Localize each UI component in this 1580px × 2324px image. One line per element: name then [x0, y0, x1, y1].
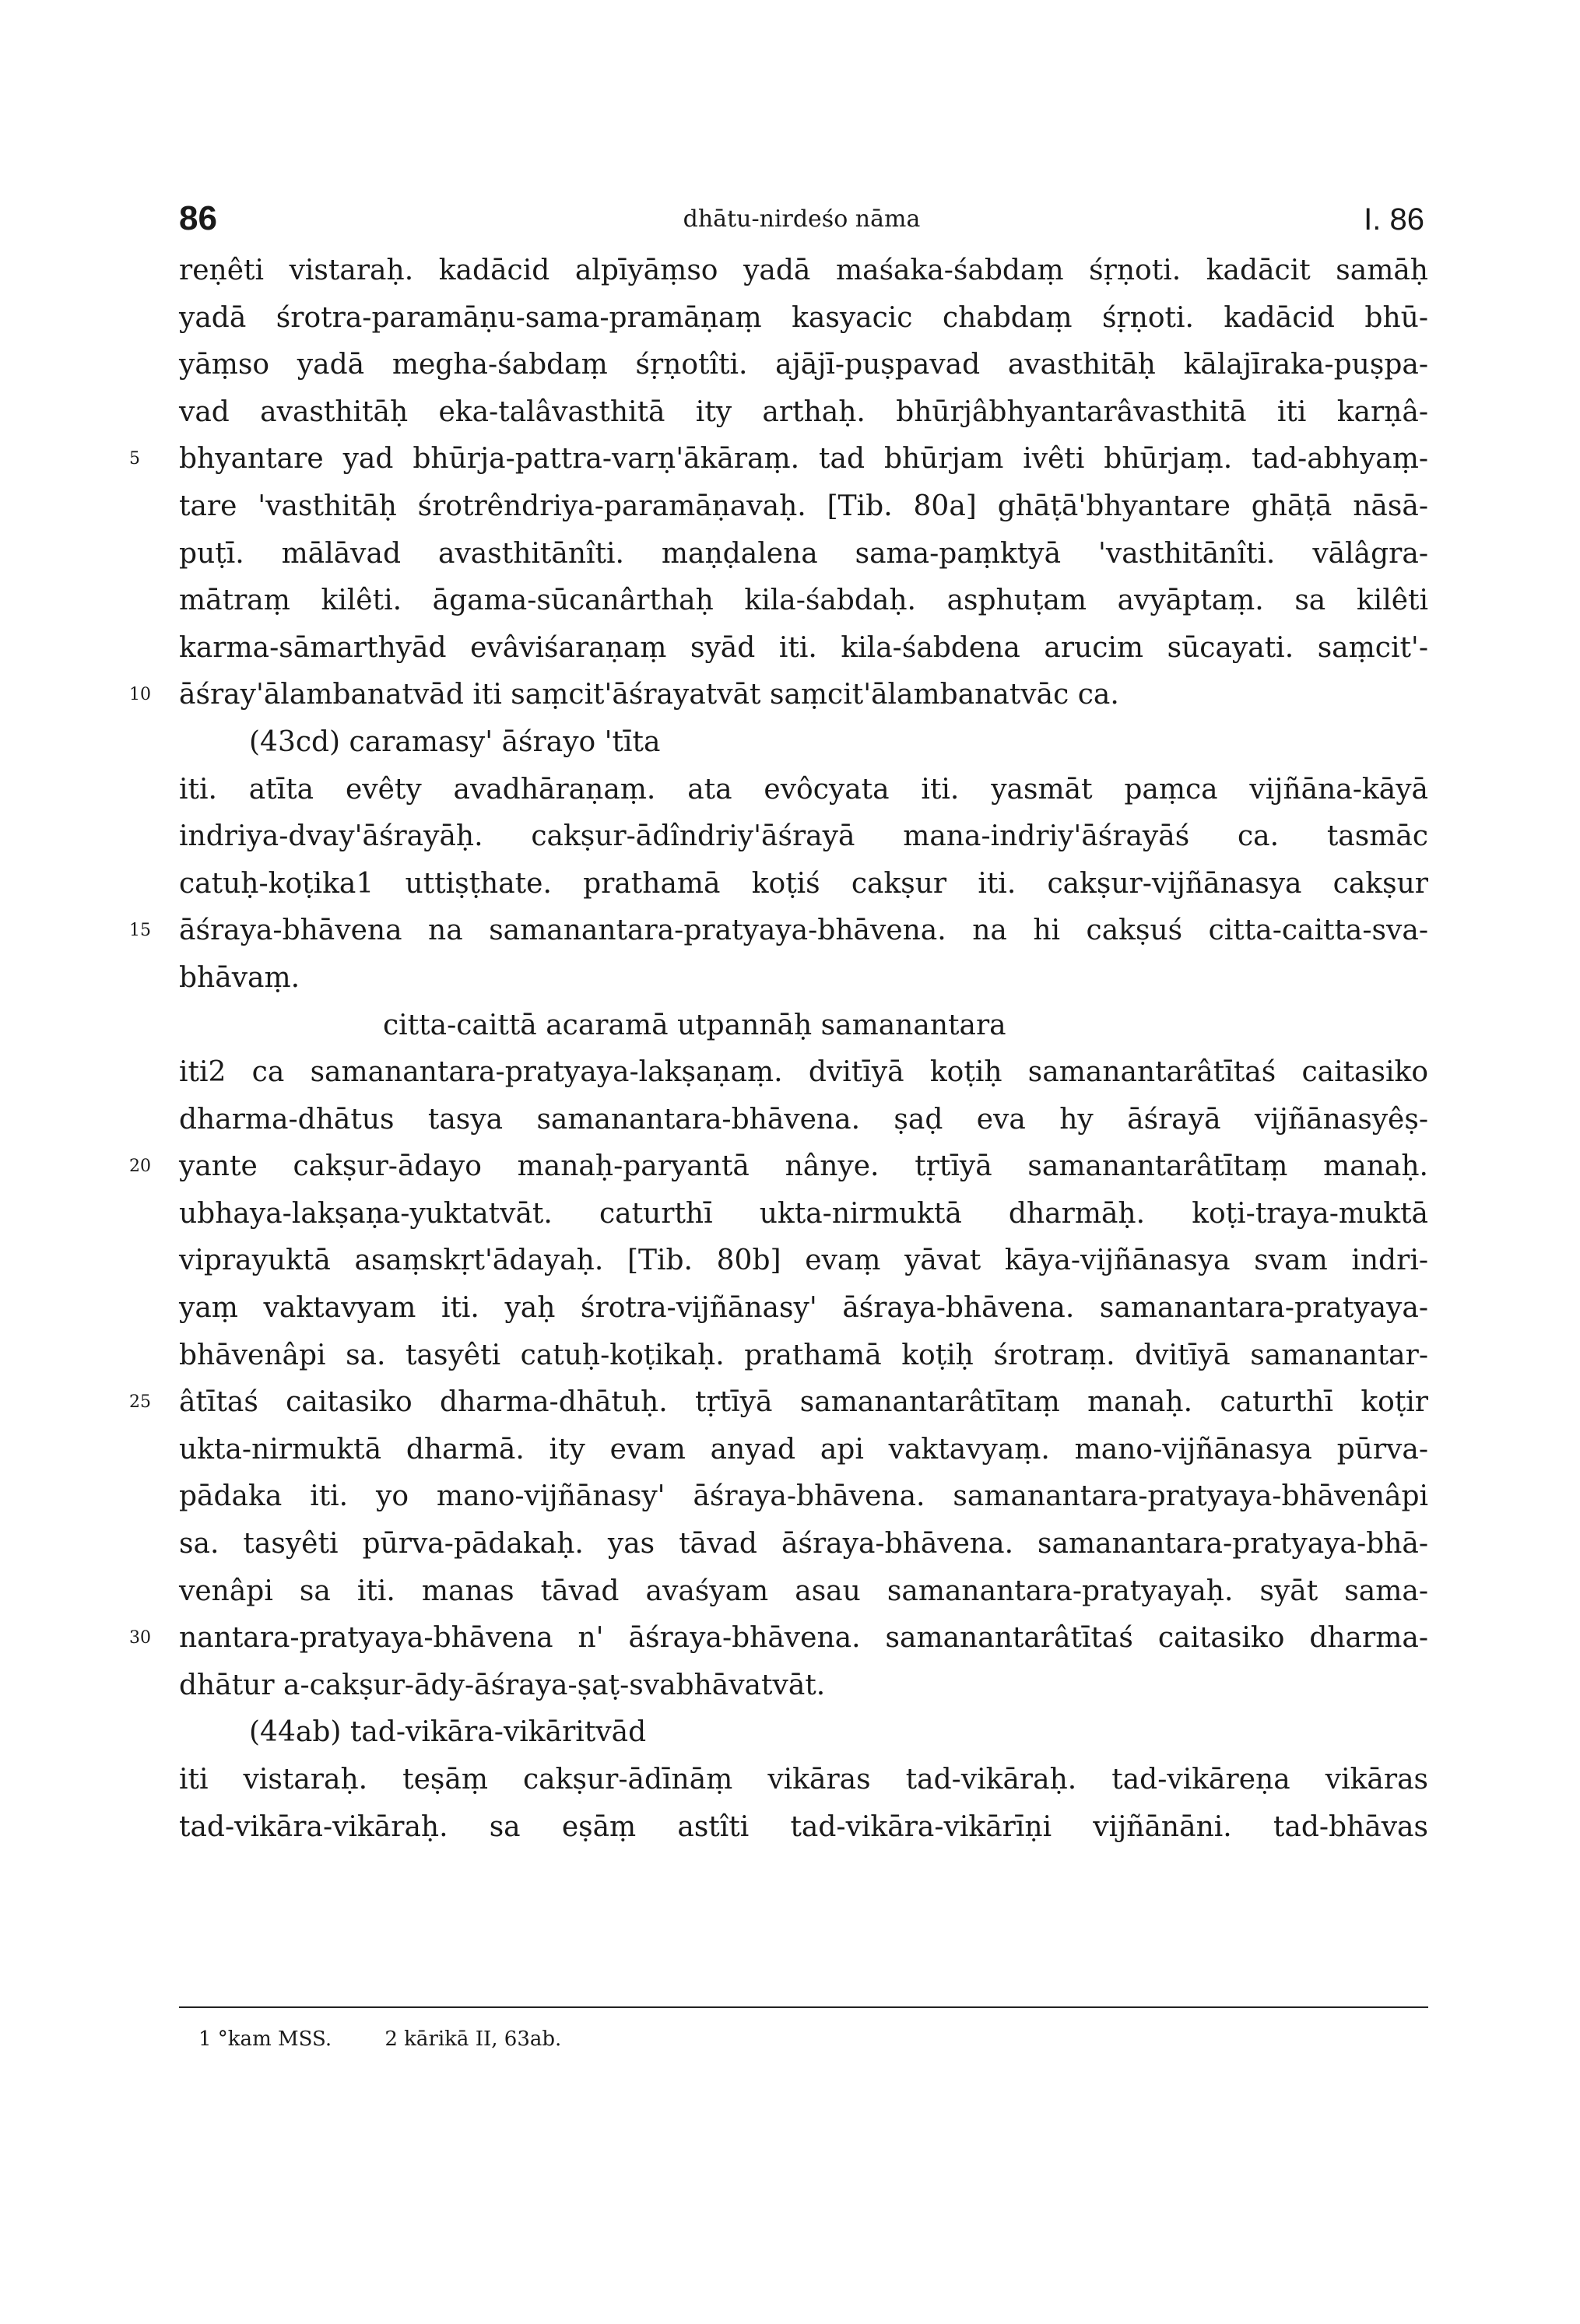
line-text: sa. tasyêti pūrva-pādakaḥ. yas tāvad āśraya-bhāvena. samanantara-pratyaya-bhā- — [179, 1528, 1428, 1560]
line-text: bhāvaṃ. — [179, 961, 300, 994]
section-reference: I. 86 — [1364, 202, 1424, 237]
text-line — [179, 1804, 1428, 1852]
text-line — [179, 531, 1428, 578]
line-text: ubhaya-lakṣaṇa-yuktatvāt. caturthī ukta-nirmuktā dharmāḥ. koṭi-traya-muktā — [179, 1197, 1428, 1230]
line-text: yadā śrotra-paramāṇu-sama-pramāṇaṃ kasyacic chabdaṃ śṛṇoti. kadācid bhū- — [179, 301, 1428, 334]
line-text: yaṃ vaktavyam iti. yaḥ śrotra-vijñānasy' āśraya-bhāvena. samanantara-pratyaya- — [179, 1292, 1428, 1325]
line-text: mātraṃ kilêti. āgama-sūcanârthaḥ kila-śabdaḥ. asphuṭam avyāptaṃ. sa kilêti — [179, 585, 1428, 617]
line-text: puṭī. mālāvad avasthitānîti. maṇḍalena sama-paṃktyā 'vasthitānîti. vālâgra- — [179, 537, 1428, 570]
line-number: 5 — [129, 449, 140, 469]
line-text: yāṃso yadā megha-śabdaṃ śṛṇotîti. ajājī-puṣpavad avasthitāḥ kālajīraka-puṣpa- — [179, 349, 1428, 381]
line-text: pādaka iti. yo mano-vijñānasy' āśraya-bhāvena. samanantara-pratyaya-bhāvenâpi — [179, 1480, 1428, 1513]
text-line — [179, 295, 1428, 342]
line-text: dhātur a-cakṣur-ādy-āśraya-ṣaṭ-svabhāvatvāt. — [179, 1669, 826, 1701]
text-line — [179, 719, 1428, 767]
line-text: (44ab) tad-vikāra-vikāritvād — [249, 1716, 647, 1749]
text-line — [179, 483, 1428, 531]
line-text: yante cakṣur-ādayo manaḥ-paryantā nânye. tṛtīyā samanantarâtītaṃ manaḥ. — [179, 1150, 1428, 1183]
line-number: 20 — [129, 1157, 151, 1177]
line-text: (43cd) caramasy' āśrayo 'tīta — [249, 725, 661, 758]
line-text: tad-vikāra-vikāraḥ. sa eṣāṃ astîti tad-vikāra-vikārīṇi vijñānāni. tad-bhāvas — [179, 1810, 1428, 1843]
text-line — [179, 767, 1428, 814]
footnotes — [198, 2024, 608, 2055]
line-text: āśray'ālambanatvād iti saṃcit'āśrayatvāt saṃcit'ālambanatvāc ca. — [179, 679, 1119, 711]
line-text: âtītaś caitasiko dharma-dhātuḥ. tṛtīyā samanantarâtītaṃ manaḥ. caturthī koṭir — [179, 1386, 1428, 1419]
line-text: iti2 ca samanantara-pratyaya-lakṣaṇaṃ. dvitīyā koṭiḥ samanantarâtītaś caitasiko — [179, 1056, 1428, 1089]
line-text: karma-sāmarthyād evâviśaraṇaṃ syād iti. kila-śabdena arucim sūcayati. saṃcit'- — [179, 631, 1428, 664]
footnote-1: 1 °kam MSS. — [198, 2027, 332, 2051]
text-line — [179, 1473, 1428, 1521]
line-number: 10 — [129, 685, 151, 705]
line-number: 15 — [129, 921, 151, 941]
line-text: ukta-nirmuktā dharmā. ity evam anyad api vaktavyaṃ. mano-vijñānasya pūrva- — [179, 1433, 1428, 1466]
text-line — [179, 389, 1428, 437]
line-text: reṇêti vistaraḥ. kadācid alpīyāṃso yadā maśaka-śabdaṃ śṛṇoti. kadācit samāḥ — [179, 255, 1428, 286]
text-line — [179, 1285, 1428, 1332]
line-text: catuḥ-koṭika1 uttiṣṭhate. prathamā koṭiś cakṣur iti. cakṣur-vijñānasya cakṣur — [179, 867, 1428, 900]
text-line — [179, 1709, 1428, 1757]
text-line — [129, 1615, 1428, 1662]
line-number: 30 — [129, 1628, 151, 1648]
text-line — [179, 1427, 1428, 1474]
line-text: tare 'vasthitāḥ śrotrêndriya-paramāṇavaḥ. [Tib. 80a] ghāṭā'bhyantare ghāṭā nāsā- — [179, 490, 1428, 522]
text-line — [179, 247, 1428, 295]
footnote-rule — [179, 2006, 1428, 2008]
line-text: iti. atīta evêty avadhāraṇaṃ. ata evôcyata iti. yasmāt paṃca vijñāna-kāyā — [179, 773, 1428, 806]
text-line — [179, 1049, 1428, 1097]
text-line — [179, 1521, 1428, 1568]
text-line — [129, 672, 1428, 719]
line-text: āśraya-bhāvena na samanantara-pratyaya-bhāvena. na hi cakṣuś citta-caitta-sva- — [179, 915, 1428, 947]
line-text: venâpi sa iti. manas tāvad avaśyam asau samanantara-pratyayaḥ. syāt sama- — [179, 1574, 1428, 1607]
text-line — [179, 1097, 1428, 1144]
text-line — [179, 1757, 1428, 1804]
text-line — [129, 1379, 1428, 1427]
line-text: dharma-dhātus tasya samanantara-bhāvena. ṣaḍ eva hy āśrayā vijñānasyêṣ- — [179, 1103, 1428, 1136]
text-line — [179, 861, 1428, 908]
main-text — [129, 247, 1428, 1851]
text-line — [179, 955, 1428, 1002]
text-line — [129, 1143, 1428, 1191]
line-text: citta-caittā acaramā utpannāḥ samanantara — [383, 1009, 1006, 1041]
line-text: vad avasthitāḥ eka-talâvasthitā ity arthaḥ. bhūrjâbhyantarâvasthitā iti karṇâ- — [179, 395, 1428, 428]
text-line — [179, 1191, 1428, 1238]
page-number: 86 — [179, 199, 217, 237]
text-line — [129, 436, 1428, 483]
text-line — [179, 1568, 1428, 1616]
text-line — [179, 577, 1428, 625]
text-line — [179, 625, 1428, 672]
line-number: 25 — [129, 1392, 151, 1413]
text-line — [179, 1002, 1428, 1050]
running-title: dhātu-nirdeśo nāma — [683, 205, 921, 233]
page-header — [179, 199, 1424, 246]
line-text: iti vistaraḥ. teṣāṃ cakṣur-ādīnāṃ vikāras tad-vikāraḥ. tad-vikāreṇa vikāras — [179, 1764, 1428, 1796]
line-text: bhāvenâpi sa. tasyêti catuḥ-koṭikaḥ. prathamā koṭiḥ śrotraṃ. dvitīyā samanantar- — [179, 1339, 1428, 1371]
text-line — [179, 813, 1428, 861]
footnote-2: 2 kārikā II, 63ab. — [384, 2027, 562, 2051]
text-line — [179, 342, 1428, 389]
text-line — [179, 1662, 1428, 1710]
line-text: bhyantare yad bhūrja-pattra-varṇ'ākāraṃ. tad bhūrjam ivêti bhūrjaṃ. tad-abhyaṃ- — [179, 443, 1428, 476]
line-text: indriya-dvay'āśrayāḥ. cakṣur-ādîndriy'āśrayā mana-indriy'āśrayāś ca. tasmāc — [179, 820, 1428, 853]
text-line — [129, 907, 1428, 955]
line-text: viprayuktā asaṃskṛt'ādayaḥ. [Tib. 80b] evaṃ yāvat kāya-vijñānasya svam indri- — [179, 1244, 1428, 1277]
text-line — [179, 1237, 1428, 1285]
text-line — [179, 1332, 1428, 1380]
line-text: nantara-pratyaya-bhāvena n' āśraya-bhāvena. samanantarâtītaś caitasiko dharma- — [179, 1622, 1428, 1655]
